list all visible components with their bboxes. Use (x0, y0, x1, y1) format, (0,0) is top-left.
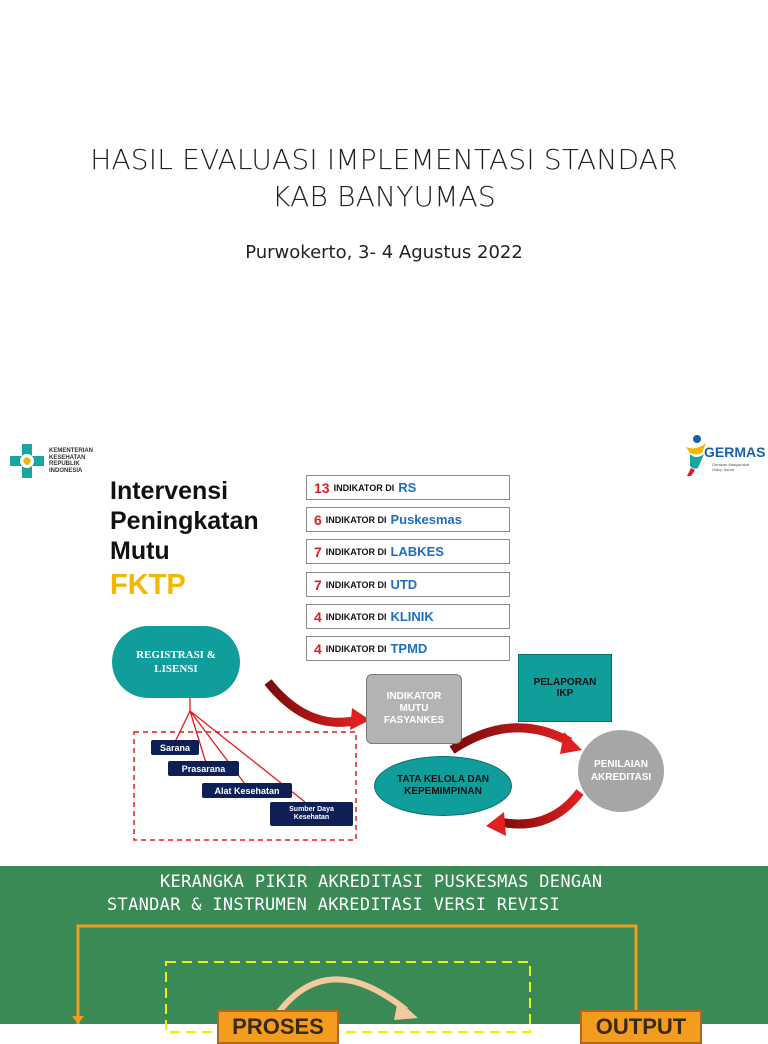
indicator-row: 13 INDIKATOR DI RS (306, 475, 510, 500)
indicator-row: 4 INDIKATOR DI TPMD (306, 636, 510, 661)
proses-box: PROSES (217, 1010, 339, 1044)
output-box: OUTPUT (580, 1010, 702, 1044)
penilaian-akreditasi-node: PENILAIAN AKREDITASI (578, 730, 664, 812)
kemenkes-logo-text: KEMENTERIAN KESEHATAN REPUBLIK INDONESIA (49, 448, 94, 474)
slide-title-line1: HASIL EVALUASI IMPLEMENTASI STANDAR (90, 143, 678, 176)
fktp-highlight: FKTP (110, 569, 186, 601)
resource-item: Prasarana (168, 761, 239, 776)
slide3-title-line1: KERANGKA PIKIR AKREDITASI PUSKESMAS DENGAN (160, 872, 603, 892)
intervention-heading: Intervensi Peningkatan Mutu (110, 477, 259, 565)
indicator-row: 7 INDIKATOR DI LABKES (306, 539, 510, 564)
resource-item: Sarana (151, 740, 199, 755)
registrasi-lisensi-node: REGISTRASI & LISENSI (112, 626, 240, 698)
slide-subtitle: Purwokerto, 3- 4 Agustus 2022 (245, 242, 523, 263)
indicator-row: 6 INDIKATOR DI Puskesmas (306, 507, 510, 532)
title-slide (0, 0, 768, 432)
framework-lines (0, 866, 768, 1024)
slide-title-line2: KAB BANYUMAS (272, 180, 496, 213)
kerangka-pikir-slide (0, 866, 768, 1039)
indicator-row: 7 INDIKATOR DI UTD (306, 572, 510, 597)
tata-kelola-node: TATA KELOLA DAN KEPEMIMPINAN (374, 756, 512, 816)
germas-logo-text: GERMAS (704, 444, 766, 460)
fktp-intervention-slide (0, 432, 768, 864)
indicator-row: 4 INDIKATOR DI KLINIK (306, 604, 510, 629)
resource-item: Alat Kesehatan (202, 783, 292, 798)
resource-item-sdm: Sumber Daya Kesehatan (270, 802, 353, 826)
germas-tagline: Gerakan Masyarakat Hidup Sehat (712, 462, 750, 472)
slide3-title-line2: STANDAR & INSTRUMEN AKREDITASI VERSI REVISI (107, 895, 560, 915)
indikator-mutu-node: INDIKATOR MUTU FASYANKES (366, 674, 462, 744)
pelaporan-ikp-node: PELAPORAN IKP (518, 654, 612, 722)
